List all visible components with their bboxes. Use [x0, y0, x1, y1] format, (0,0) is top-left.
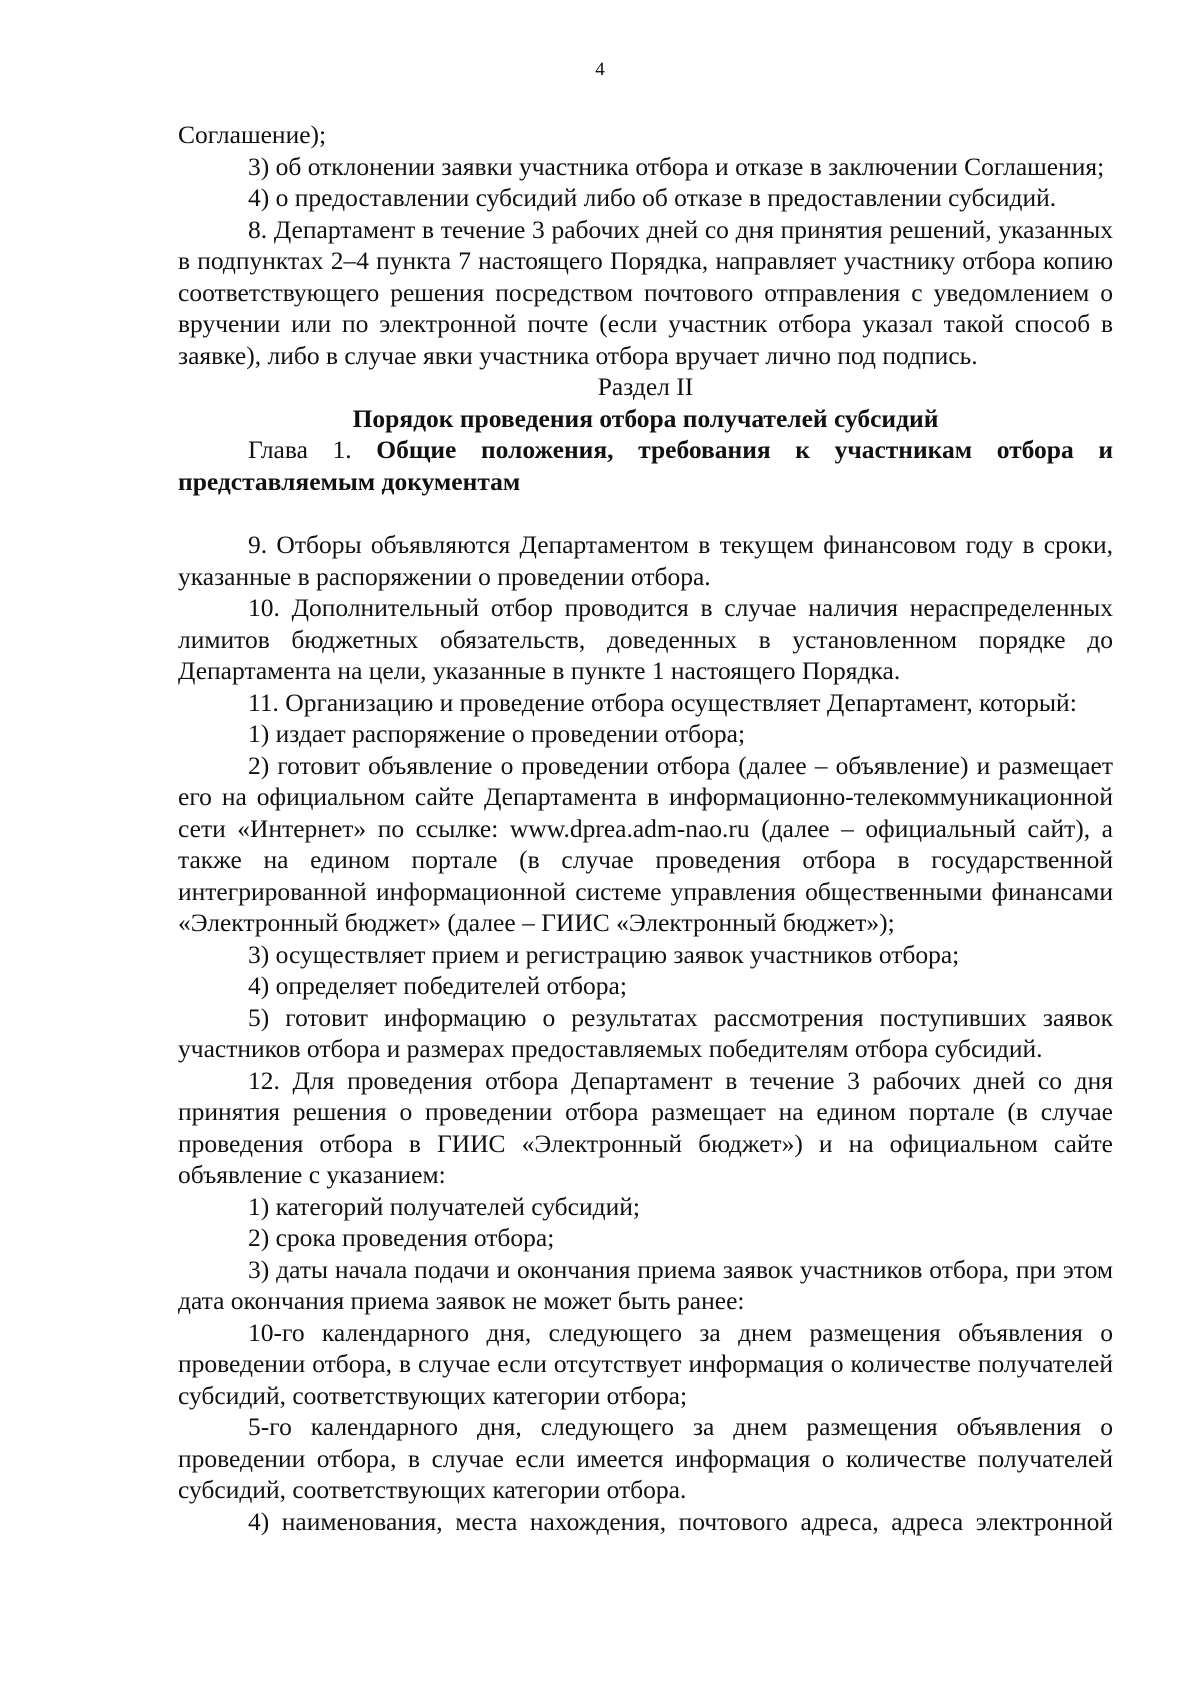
paragraph-7-3: 3) об отклонении заявки участника отбора и отказе в заключении Соглашения;	[248, 151, 1105, 181]
paragraph-7-4: 4) о предоставлении субсидий либо об отказе в предоставлении субсидий.	[248, 183, 1057, 212]
paragraph-11-3: 3) осуществляет прием и регистрацию заявок участников отбора;	[248, 939, 960, 969]
paragraph-12-4: 4) наименования, места нахождения, почтового адреса, адреса электронной	[248, 1506, 1113, 1536]
paragraph-12-3-b: 5-го календарного дня, следующего за днем размещения объявления о проведении отбора, в случае если имеется информация о количестве получателей субсидий, соответствующих категории отбора.	[178, 1412, 1113, 1504]
paragraph-12-1: 1) категорий получателей субсидий;	[248, 1191, 640, 1221]
paragraph-12-3-a: 10-го календарного дня, следующего за днем размещения объявления о проведении отбора, в случае если отсутствует информация о количестве получателей субсидий, соответствующих категории отбора;	[178, 1317, 1113, 1410]
chapter-title: Общие положения, требования к участникам отбора и представляемым документам	[178, 435, 1114, 496]
paragraph-11-1: 1) издает распоряжение о проведении отбора;	[248, 719, 746, 748]
paragraph-11: 11. Организацию и проведение отбора осуществляет Департамент, который:	[248, 687, 1077, 717]
paragraph-10: 10. Дополнительный отбор проводится в случае наличия нераспределенных лимитов бюджетных обязательств, доведенных в установленном порядке до Департамента на цели, указанные в пункте 1 настоящего Порядка.	[178, 593, 1113, 685]
chapter-heading	[178, 434, 1113, 497]
section-label: Раздел II	[597, 372, 694, 401]
paragraph-12-2: 2) срока проведения отбора;	[248, 1223, 555, 1252]
paragraph-11-5: 5) готовит информацию о результатах рассмотрения поступивших заявок участников отбора и размерах предоставляемых победителям отбора субсидий.	[178, 1002, 1113, 1063]
chapter-label: Глава 1.	[248, 435, 352, 464]
paragraph-12: 12. Для проведения отбора Департамент в течение 3 рабочих дней со дня принятия решения о проведении отбора размещает на едином портале (в случае проведения отбора в ГИИС «Электронный бюджет») и на официальном сайте объявление с указанием:	[178, 1065, 1113, 1189]
paragraph-8: 8. Департамент в течение 3 рабочих дней со дня принятия решений, указанных в подпунктах 2–4 пункта 7 настоящего Порядка, направляет участнику отбора копию соответствующего решения посредством почтового отправления с уведомлением о вручении или по электронной почте (если участник отбора указал такой способ в заявке), либо в случае явки участника отбора вручает лично под подпись.	[178, 214, 1113, 370]
paragraph-11-2: 2) готовит объявление о проведении отбора (далее – объявление) и размещает его на официальном сайте Департамента в информационно-телекоммуникационной сети «Интернет» по ссылке: www.dprea.adm-nao.ru (далее – официальный сайт), а также на едином портале (в случае проведения отбора в государственной интегрированной информационной системе управления общественными финансами «Электронный бюджет» (далее – ГИИС «Электронный бюджет»);	[178, 750, 1113, 937]
paragraph-agreement-continuation: Соглашение);	[178, 120, 327, 149]
document-body	[178, 119, 1113, 1537]
paragraph-12-3: 3) даты начала подачи и окончания приема заявок участников отбора, при этом дата окончания приема заявок не может быть ранее:	[178, 1254, 1113, 1315]
section-title: Порядок проведения отбора получателей субсидий	[352, 403, 939, 433]
page-number: 4	[595, 59, 605, 80]
paragraph-9: 9. Отборы объявляются Департаментом в текущем финансовом году в сроки, указанные в распоряжении о проведении отбора.	[178, 530, 1113, 591]
paragraph-11-4: 4) определяет победителей отбора;	[248, 971, 627, 1000]
